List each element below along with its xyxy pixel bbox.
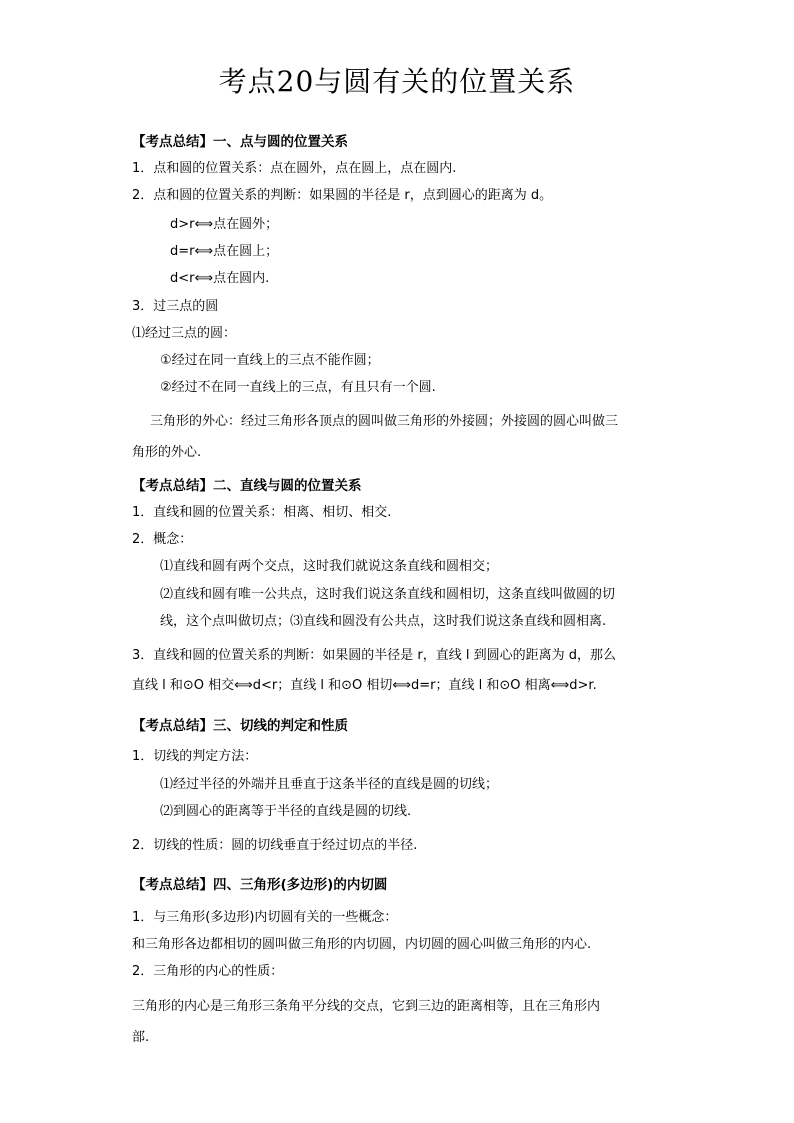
text-line: 3．直线和圆的位置关系的判断：如果圆的半径是 r，直线 l 到圆心的距离为 d，那么 <box>132 648 617 663</box>
section-heading-4: 【考点总结】四、三角形(多边形)的内切圆 <box>132 877 388 893</box>
text-line: 3．过三点的圆 <box>132 299 219 314</box>
section-heading-3: 【考点总结】三、切线的判定和性质 <box>132 718 348 734</box>
text-line: ⑵直线和圆有唯一公共点，这时我们说这条直线和圆相切，这条直线叫做圆的切 <box>160 587 616 602</box>
text-line: 和三角形各边都相切的圆叫做三角形的内切圆，内切圆的圆心叫做三角形的内心. <box>132 937 592 952</box>
text-line: ⑴经过半径的外端并且垂直于这条半径的直线是圆的切线； <box>160 777 499 792</box>
text-line: 2．概念： <box>132 532 193 547</box>
text-line: 2．点和圆的位置关系的判断：如果圆的半径是 r，点到圆心的距离为 d。 <box>132 188 553 203</box>
text-line: 线，这个点叫做切点；⑶直线和圆没有公共点，这时我们说这条直线和圆相离. <box>160 614 607 629</box>
text-line: 2．切线的性质：圆的切线垂直于经过切点的半径. <box>132 838 418 853</box>
text-line: 部. <box>132 1030 150 1045</box>
text-line: d=r⟺点在圆上； <box>170 244 279 259</box>
text-line: ②经过不在同一直线上的三点，有且只有一个圆. <box>160 380 436 395</box>
text-line: ⑵到圆心的距离等于半径的直线是圆的切线. <box>160 804 412 819</box>
text-line: ⑴直线和圆有两个交点，这时我们就说这条直线和圆相交； <box>160 559 499 574</box>
page-title: 考点20与圆有关的位置关系 <box>218 65 576 98</box>
text-line: 角形的外心. <box>132 445 202 460</box>
text-line: 三角形的内心是三角形三条角平分线的交点，它到三边的距离相等，且在三角形内 <box>132 999 601 1014</box>
section-heading-2: 【考点总结】二、直线与圆的位置关系 <box>132 478 362 494</box>
text-line: 直线 l 和⊙O 相交⟺d<r；直线 l 和⊙O 相切⟺d=r；直线 l 和⊙O 相离⟺d>r. <box>132 678 597 693</box>
text-line: 1．切线的判定方法： <box>132 749 258 764</box>
section-heading-1: 【考点总结】一、点与圆的位置关系 <box>132 134 348 150</box>
text-line: 1．点和圆的位置关系：点在圆外，点在圆上，点在圆内. <box>132 161 457 176</box>
text-line: d>r⟺点在圆外； <box>170 217 279 232</box>
text-line: 1．与三角形(多边形)内切圆有关的一些概念： <box>132 910 398 925</box>
text-line: ⑴经过三点的圆： <box>132 326 237 341</box>
text-line: d<r⟺点在圆内. <box>170 271 270 286</box>
text-line: ①经过在同一直线上的三点不能作圆； <box>160 353 380 368</box>
text-line: 2．三角形的内心的性质： <box>132 964 284 979</box>
text-line: 三角形的外心：经过三角形各顶点的圆叫做三角形的外接圆；外接圆的圆心叫做三 <box>150 414 619 429</box>
text-line: 1．直线和圆的位置关系：相离、相切、相交. <box>132 505 392 520</box>
